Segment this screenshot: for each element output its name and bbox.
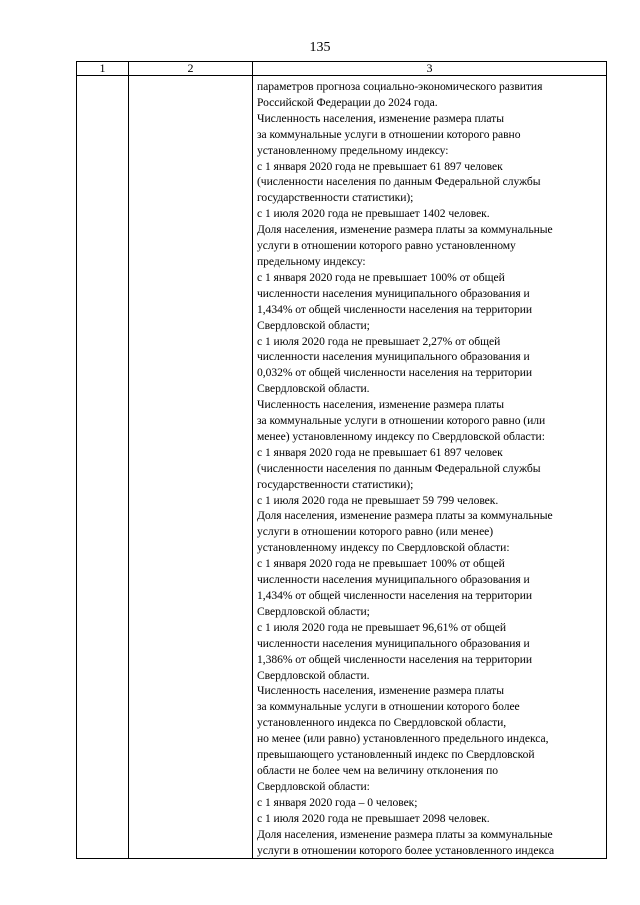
text-line: превышающего установленный индекс по Свердловской (257, 748, 535, 762)
text-line: Свердловской области: (257, 779, 370, 793)
text-line: государственности статистики); (257, 191, 414, 205)
text-line: Свердловской области. (257, 382, 370, 396)
text-line: за коммунальные услуги в отношении которого более (257, 700, 520, 714)
text-line: численности населения муниципального образования и (257, 350, 530, 364)
text-line: с 1 января 2020 года не превышает 61 897 человек (257, 159, 503, 173)
text-line: 1,386% от общей численности населения на территории (257, 652, 533, 666)
text-line: Доля населения, изменение размера платы за коммунальные (257, 223, 553, 237)
page-number: 135 (309, 40, 331, 55)
text-line: установленного индекса по Свердловской области, (257, 716, 507, 730)
text-line: Численность населения, изменение размера платы (257, 398, 504, 412)
text-line: Численность населения, изменение размера платы (257, 684, 504, 698)
text-line: Российской Федерации до 2024 года. (257, 95, 438, 109)
text-line: Численность населения, изменение размера платы (257, 111, 504, 125)
cell-col-2 (129, 76, 253, 859)
table-header-row (77, 62, 607, 76)
text-line: Доля населения, изменение размера платы за коммунальные (257, 827, 553, 841)
text-line: услуги в отношении которого более установленного индекса (257, 843, 555, 857)
text-line: Доля населения, изменение размера платы за коммунальные (257, 509, 553, 523)
text-line: с 1 июля 2020 года не превышает 96,61% от общей (257, 620, 507, 634)
cell-col-3 (253, 76, 607, 859)
text-line: (численности населения по данным Федеральной службы (257, 175, 541, 189)
text-line: но менее (или равно) установленного предельного индекса, (257, 732, 549, 746)
column-header-1: 1 (77, 62, 129, 76)
column-header-3: 3 (253, 62, 607, 76)
text-line: установленному индексу по Свердловской области: (257, 541, 510, 555)
text-line: с 1 июля 2020 года не превышает 2098 человек. (257, 811, 490, 825)
text-line: с 1 июля 2020 года не превышает 2,27% от общей (257, 334, 501, 348)
text-line: с 1 июля 2020 года не превышает 1402 человек. (257, 207, 490, 221)
text-line: численности населения муниципального образования и (257, 636, 530, 650)
table-row (77, 76, 607, 859)
text-line: численности населения муниципального образования и (257, 573, 530, 587)
column-header-2: 2 (129, 62, 253, 76)
text-line: (численности населения по данным Федеральной службы (257, 461, 541, 475)
text-line: 0,032% от общей численности населения на территории (257, 366, 533, 380)
text-line: за коммунальные услуги в отношении которого равно (или (257, 414, 546, 428)
text-line: с 1 января 2020 года не превышает 100% от общей (257, 270, 505, 284)
document-table (76, 61, 607, 859)
text-line: 1,434% от общей численности населения на территории (257, 589, 533, 602)
text-line: с 1 июля 2020 года не превышает 59 799 человек. (257, 493, 499, 507)
text-line: области не более чем на величину отклонения по (257, 763, 498, 777)
cell-col-1 (77, 76, 129, 859)
text-line: с 1 января 2020 года не превышает 100% от общей (257, 557, 505, 571)
text-line: установленному предельному индексу: (257, 143, 449, 157)
text-line: параметров прогноза социально-экономического развития (257, 80, 543, 93)
text-line: услуги в отношении которого равно установленному (257, 239, 516, 253)
text-line: предельному индексу: (257, 254, 366, 268)
text-line: с 1 января 2020 года – 0 человек; (257, 795, 418, 809)
text-line: Свердловской области; (257, 318, 370, 332)
text-line: 1,434% от общей численности населения на территории (257, 302, 533, 316)
text-line: государственности статистики); (257, 477, 414, 491)
text-line: за коммунальные услуги в отношении которого равно (257, 127, 521, 141)
text-line: с 1 января 2020 года не превышает 61 897 человек (257, 445, 503, 459)
text-line: менее) установленному индексу по Свердловской области: (257, 429, 545, 443)
text-line: численности населения муниципального образования и (257, 286, 530, 300)
text-line: Свердловской области; (257, 604, 370, 618)
text-line: Свердловской области. (257, 668, 370, 682)
text-line: услуги в отношении которого равно (или менее) (257, 525, 494, 539)
